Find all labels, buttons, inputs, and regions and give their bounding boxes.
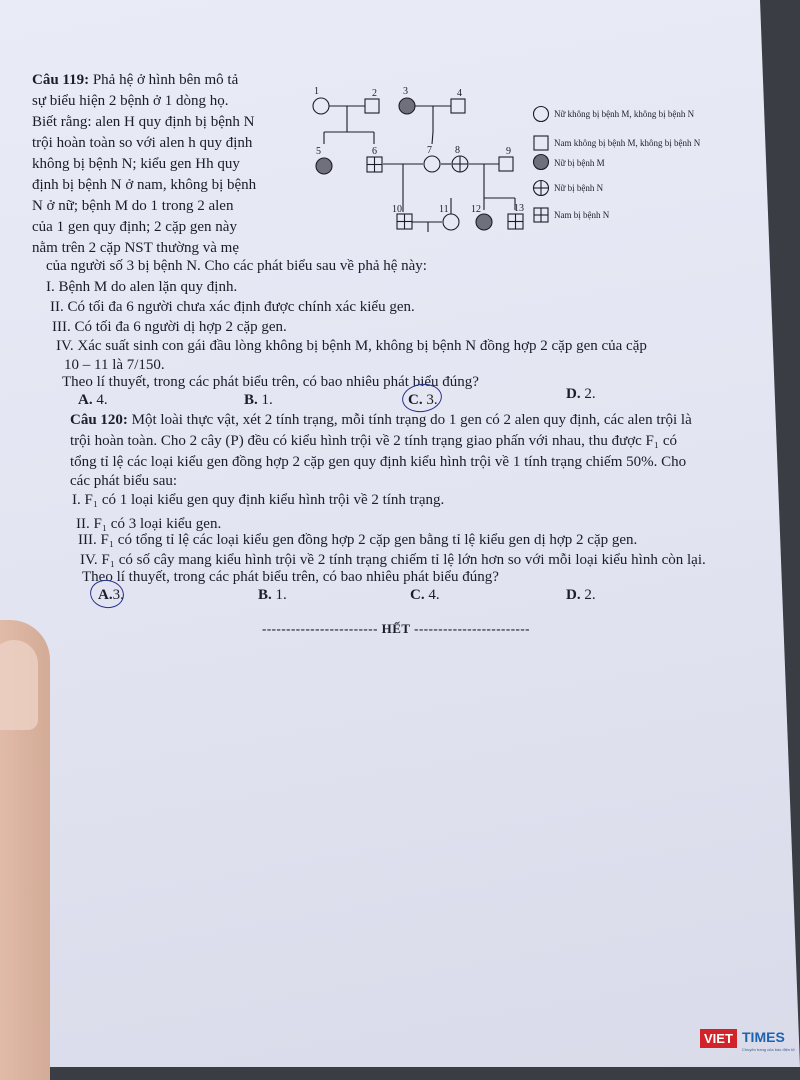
pedigree-number: 7 (427, 145, 432, 156)
q119-intro-line: Biết rằng: alen H quy định bị bệnh N (32, 114, 255, 130)
end-marker: ------------------------ HẾT ------------------------ (262, 621, 531, 636)
pedigree-individual (451, 99, 465, 113)
q119-option-a: A. 4. (78, 392, 108, 408)
paper-edge-shadow (760, 0, 800, 1067)
q119-continuation: của người số 3 bị bệnh N. Cho các phát biểu sau về phả hệ này: (46, 258, 427, 274)
pedigree-individual (424, 156, 440, 172)
q119-intro-line: nằm trên 2 cặp NST thường và mẹ (32, 240, 239, 256)
pedigree-number: 12 (471, 204, 481, 215)
legend-label: Nữ không bị bệnh M, không bị bệnh N (554, 109, 695, 119)
pedigree-number: 3 (403, 86, 408, 97)
q119-intro-line: N ở nữ; bệnh M do 1 trong 2 alen (32, 198, 234, 214)
pedigree-diagram (308, 82, 738, 242)
q119-statement-4b: 10 – 11 là 7/150. (64, 357, 165, 373)
q119-intro-line: định bị bệnh N ở nam, không bị bệnh (32, 177, 257, 193)
pedigree-number: 8 (455, 145, 460, 156)
logo-blue-part: TIMES (742, 1029, 785, 1045)
q119-intro-line: của 1 gen quy định; 2 cặp gen này (32, 219, 237, 235)
legend-label: Nam bị bệnh N (554, 210, 610, 220)
q119-label: Câu 119: (32, 72, 90, 88)
q120-statement-1: I. F₁ có 1 loại kiểu gen quy định kiểu hình trội về 2 tính trạng. (72, 492, 445, 508)
q119-intro-line: sự biểu hiện 2 bệnh ở 1 dòng họ. (32, 93, 229, 109)
pedigree-individual (443, 214, 459, 230)
q119-intro-line: trội hoàn toàn so với alen h quy định (32, 135, 253, 151)
q120-line-1: Câu 120: Một loài thực vật, xét 2 tính trạng, mỗi tính trạng do 1 gen có 2 alen quy định, các alen trội là (70, 412, 692, 428)
logo-red-part: VIET (700, 1029, 737, 1048)
viettimes-logo (700, 1025, 795, 1053)
pedigree-number: 13 (514, 203, 524, 214)
q120-label: Câu 120: (70, 412, 128, 428)
q119-option-b: B. 1. (244, 392, 273, 408)
pedigree-individual (316, 158, 332, 174)
q119-question: Theo lí thuyết, trong các phát biểu trên, có bao nhiêu phát biểu đúng? (62, 374, 479, 390)
q119-intro-line: không bị bệnh N; kiểu gen Hh quy (32, 156, 240, 172)
q120-option-b: B. 1. (258, 587, 287, 603)
q120-option-a: A.3. (98, 587, 124, 603)
pedigree-individual (313, 98, 329, 114)
pedigree-individual (499, 157, 513, 171)
q119-options (0, 386, 800, 412)
thumb-nail (0, 640, 38, 730)
q120-statement-4: IV. F₁ có số cây mang kiểu hình trội về 2 tính trạng chiếm tỉ lệ lớn hơn so với mỗi loại kiểu hình còn lại. (80, 552, 706, 568)
legend-label: Nữ bị bệnh M (554, 158, 605, 168)
pedigree-number: 10 (392, 204, 402, 215)
legend-label: Nam không bị bệnh M, không bị bệnh N (554, 138, 701, 148)
q120-line-3: tổng tỉ lệ các loại kiểu gen đồng hợp 2 cặp gen quy định kiểu hình trội về 1 tính trạng chiếm 50%. Cho (70, 454, 687, 470)
pedigree-number: 9 (506, 146, 511, 157)
logo-tagline: Chuyên trang của báo điện tử (742, 1047, 795, 1052)
pedigree-number: 1 (314, 86, 319, 97)
q120-line-2: trội hoàn toàn. Cho 2 cây (P) đều có kiểu hình trội về 2 tính trạng giao phấn với nhau, thu được F₁ có (70, 433, 678, 449)
q119-option-d: D. 2. (566, 386, 596, 402)
q119-statement-1: I. Bệnh M do alen lặn quy định. (46, 279, 238, 295)
q119-statement-2: II. Có tối đa 6 người chưa xác định được chính xác kiểu gen. (50, 299, 415, 315)
pedigree-individual (365, 99, 379, 113)
q120-statement-2: II. F₁ có 3 loại kiểu gen. (76, 516, 222, 532)
q119-statement-4a: IV. Xác suất sinh con gái đầu lòng không bị bệnh M, không bị bệnh N đồng hợp 2 cặp gen của cặp (56, 338, 647, 354)
q119-statement-3: III. Có tối đa 6 người dị hợp 2 cặp gen. (52, 319, 287, 335)
q120-statement-3: III. F₁ có tổng tỉ lệ các loại kiểu gen đồng hợp 2 cặp gen bằng tỉ lệ kiểu gen dị hợp 2 cặp gen. (78, 532, 638, 548)
pedigree-number: 4 (457, 88, 462, 99)
q120-option-d: D. 2. (566, 587, 596, 603)
pedigree-number: 2 (372, 88, 377, 99)
q120-option-c: C. 4. (410, 587, 440, 603)
legend-label: Nữ bị bệnh N (554, 183, 604, 193)
q119-option-c: C. 3. (408, 392, 438, 408)
q119-intro (32, 70, 304, 259)
q120-question: Theo lí thuyết, trong các phát biểu trên, có bao nhiêu phát biểu đúng? (82, 569, 499, 585)
q120-line-4: các phát biểu sau: (70, 473, 178, 489)
pedigree-individual (476, 214, 492, 230)
pedigree-individual (399, 98, 415, 114)
pedigree-legend (534, 107, 701, 223)
pedigree-number: 5 (316, 146, 321, 157)
pedigree-number: 11 (439, 204, 449, 215)
pedigree-number: 6 (372, 146, 377, 157)
q119-intro-line: Phả hệ ở hình bên mô tả (92, 72, 239, 88)
